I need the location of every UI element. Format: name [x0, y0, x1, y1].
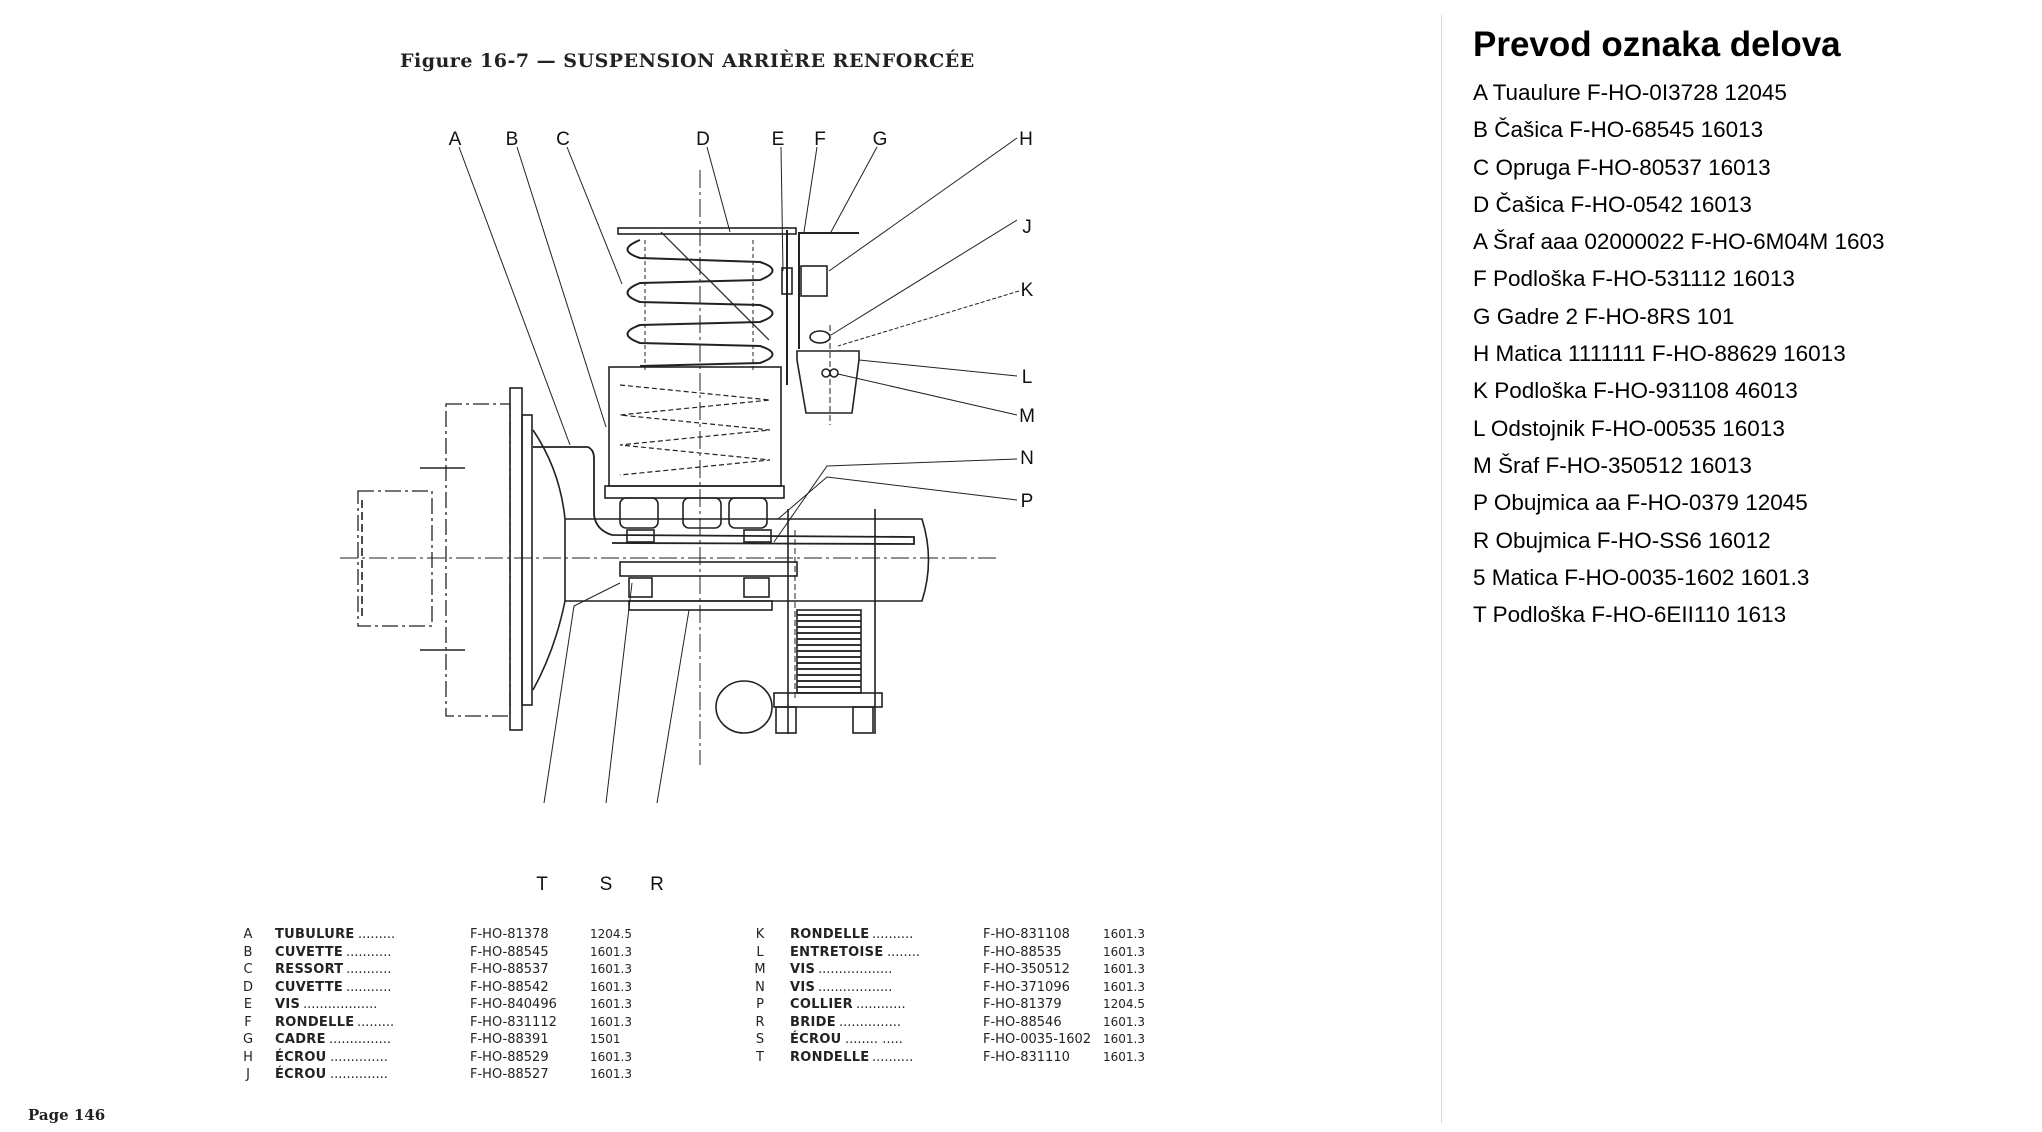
part-dots: .......... — [872, 1049, 914, 1065]
spacer-block — [797, 351, 859, 413]
part-number: 1204.5 — [590, 927, 632, 941]
part-name: TUBULURE — [275, 927, 355, 942]
part-dots: ......... — [358, 927, 396, 942]
part-number: 1601.3 — [1103, 979, 1145, 994]
part-dots: .................. — [818, 962, 893, 977]
part-letter: F — [244, 1014, 252, 1030]
part-letter: R — [755, 1014, 765, 1030]
callout-t: T — [536, 874, 548, 895]
part-letter: C — [243, 962, 253, 977]
part-ref: F-HO-88537 — [470, 962, 549, 977]
callout-labels — [449, 129, 1035, 895]
part-name: CUVETTE — [275, 944, 344, 960]
page-number: Page 146 — [28, 1106, 106, 1124]
callout-e: E — [771, 129, 785, 150]
callout-n: N — [1020, 448, 1034, 469]
part-number: 1601.3 — [590, 944, 632, 959]
translation-item: G Gadre 2 F-HO-8RS 101 — [1473, 303, 1735, 329]
figure-title: Figure 16-7 — SUSPENSION ARRIÈRE RENFORCÉE — [400, 50, 975, 72]
lower-cup — [609, 367, 781, 486]
flange-plate — [510, 388, 522, 730]
part-number: 1501 — [590, 1032, 621, 1046]
part-letter: G — [242, 1032, 254, 1047]
callout-m: M — [1019, 406, 1035, 427]
callout-k: K — [1020, 280, 1034, 301]
part-dots: ............... — [329, 1032, 391, 1047]
part-number: 1601.3 — [1103, 1049, 1145, 1064]
callout-c: C — [556, 129, 570, 150]
part-name: VIS — [275, 997, 301, 1012]
translation-item: A Šraf aaa 02000022 F-HO-6M04M 1603 — [1473, 229, 1885, 255]
part-dots: .............. — [330, 1067, 388, 1082]
nut-h — [801, 266, 827, 296]
part-ref: F-HO-88542 — [470, 979, 549, 995]
translation-item: R Obujmica F-HO-SS6 16012 — [1473, 527, 1771, 553]
upper-cup-plate — [618, 228, 796, 234]
translation-panel — [1473, 22, 1885, 633]
callout-p: P — [1020, 491, 1034, 512]
part-dots: .................. — [303, 997, 378, 1012]
part-dots: .......... — [872, 927, 914, 942]
part-letter: E — [243, 997, 253, 1012]
part-ref: F-HO-0035-1602 — [983, 1032, 1092, 1047]
callout-h: H — [1019, 129, 1033, 150]
part-dots: ........... — [346, 979, 392, 995]
part-letter: K — [755, 927, 765, 942]
part-name: RONDELLE — [790, 1049, 870, 1065]
part-ref: F-HO-81379 — [983, 997, 1062, 1012]
part-number: 1601.3 — [590, 1049, 632, 1064]
part-letter: M — [754, 962, 766, 977]
panel-title: Prevod oznaka delova — [1473, 25, 1841, 64]
translation-item: B Čašica F-HO-68545 16013 — [1473, 117, 1764, 143]
spring-seat-plate — [605, 486, 784, 498]
part-dots: .............. — [330, 1049, 388, 1065]
translation-item: 5 Matica F-HO-0035-1602 1601.3 — [1473, 564, 1810, 590]
part-number: 1601.3 — [1103, 1032, 1145, 1046]
part-letter: H — [243, 1049, 253, 1065]
part-ref: F-HO-88391 — [470, 1032, 549, 1047]
part-dots: ........ — [887, 944, 921, 960]
divider — [1441, 15, 1442, 1123]
part-dots: .................. — [818, 979, 893, 995]
part-ref: F-HO-88545 — [470, 944, 549, 960]
nut-s-right — [744, 578, 769, 597]
part-name: COLLIER — [790, 997, 853, 1012]
part-name: ÉCROU — [275, 1067, 327, 1082]
part-letter: P — [756, 997, 764, 1012]
part-number: 1601.3 — [590, 1014, 632, 1029]
part-dots: ........... — [346, 944, 392, 960]
part-letter: S — [755, 1032, 765, 1047]
part-number: 1601.3 — [590, 979, 632, 994]
leader-lines — [459, 138, 1019, 803]
part-number: 1601.3 — [1103, 927, 1145, 941]
part-dots: ............ — [856, 997, 906, 1012]
part-name: ÉCROU — [790, 1032, 842, 1047]
translation-list — [1473, 74, 1885, 633]
part-name: ENTRETOISE — [790, 944, 884, 960]
part-letter: N — [755, 979, 765, 995]
callout-r: R — [650, 874, 664, 895]
axle-tube — [565, 519, 929, 601]
translation-item: D Čašica F-HO-0542 16013 — [1473, 191, 1752, 217]
nut-s-left — [629, 578, 652, 597]
rubber-bushing — [716, 681, 772, 733]
clamp-bride — [620, 562, 797, 576]
part-name: RESSORT — [275, 962, 344, 977]
translation-item: H Matica 1111111 F-HO-88629 16013 — [1473, 341, 1846, 367]
part-number: 1204.5 — [1103, 997, 1145, 1011]
part-number: 1601.3 — [590, 997, 632, 1011]
leaf-spring-pack — [797, 610, 861, 693]
part-letter: D — [242, 979, 253, 995]
pipe-tubulure — [533, 447, 914, 544]
part-number: 1601.3 — [1103, 1014, 1145, 1029]
part-name: BRIDE — [790, 1014, 836, 1030]
part-dots: ........ ..... — [845, 1032, 903, 1047]
part-ref: F-HO-831110 — [983, 1049, 1070, 1065]
part-dots: ............... — [839, 1014, 901, 1030]
part-name: RONDELLE — [790, 927, 870, 942]
part-letter: J — [246, 1067, 250, 1082]
part-name: CUVETTE — [275, 979, 344, 995]
part-name: CADRE — [275, 1032, 326, 1047]
callout-f: F — [814, 129, 826, 150]
part-ref: F-HO-831108 — [983, 927, 1070, 942]
callout-l: L — [1021, 367, 1033, 388]
callout-a: A — [448, 129, 462, 150]
part-ref: F-HO-88527 — [470, 1067, 549, 1082]
callout-d: D — [696, 129, 710, 150]
part-letter: B — [243, 944, 253, 960]
translation-item: K Podloška F-HO-931108 46013 — [1473, 378, 1798, 404]
callout-b: B — [505, 129, 519, 150]
axle-flange — [533, 430, 565, 690]
part-ref: F-HO-88535 — [983, 944, 1062, 960]
callout-g: G — [872, 129, 888, 150]
part-letter: A — [243, 927, 253, 942]
translation-item: C Opruga F-HO-80537 16013 — [1473, 154, 1771, 180]
part-ref: F-HO-840496 — [470, 997, 557, 1012]
brake-drum-outline — [446, 404, 510, 716]
part-ref: F-HO-88546 — [983, 1014, 1062, 1030]
part-name: ÉCROU — [275, 1049, 327, 1065]
part-letter: T — [756, 1049, 764, 1065]
part-letter: L — [756, 944, 764, 960]
translation-item: F Podloška F-HO-531112 16013 — [1473, 266, 1795, 292]
translation-item: P Obujmica aa F-HO-0379 12045 — [1473, 490, 1808, 516]
part-ref: F-HO-81378 — [470, 927, 549, 942]
part-name: RONDELLE — [275, 1014, 355, 1030]
part-ref: F-HO-371096 — [983, 979, 1070, 995]
part-number: 1601.3 — [590, 962, 632, 976]
part-number: 1601.3 — [1103, 962, 1145, 976]
part-dots: ........... — [346, 962, 392, 977]
part-ref: F-HO-831112 — [470, 1014, 557, 1030]
callout-s: S — [599, 874, 613, 895]
part-number: 1601.3 — [590, 1067, 632, 1081]
part-name: VIS — [790, 962, 816, 977]
part-dots: ......... — [357, 1014, 395, 1030]
translation-item: A Tuaulure F-HO-0I3728 12045 — [1473, 80, 1787, 105]
translation-item: M Šraf F-HO-350512 16013 — [1473, 452, 1752, 478]
callout-j: J — [1022, 217, 1032, 238]
translation-item: L Odstojnik F-HO-00535 16013 — [1473, 415, 1785, 441]
part-ref: F-HO-88529 — [470, 1049, 549, 1065]
part-name: VIS — [790, 979, 816, 995]
translation-item: T Podloška F-HO-6EII110 1613 — [1473, 602, 1787, 628]
part-ref: F-HO-350512 — [983, 962, 1070, 977]
part-number: 1601.3 — [1103, 944, 1145, 959]
